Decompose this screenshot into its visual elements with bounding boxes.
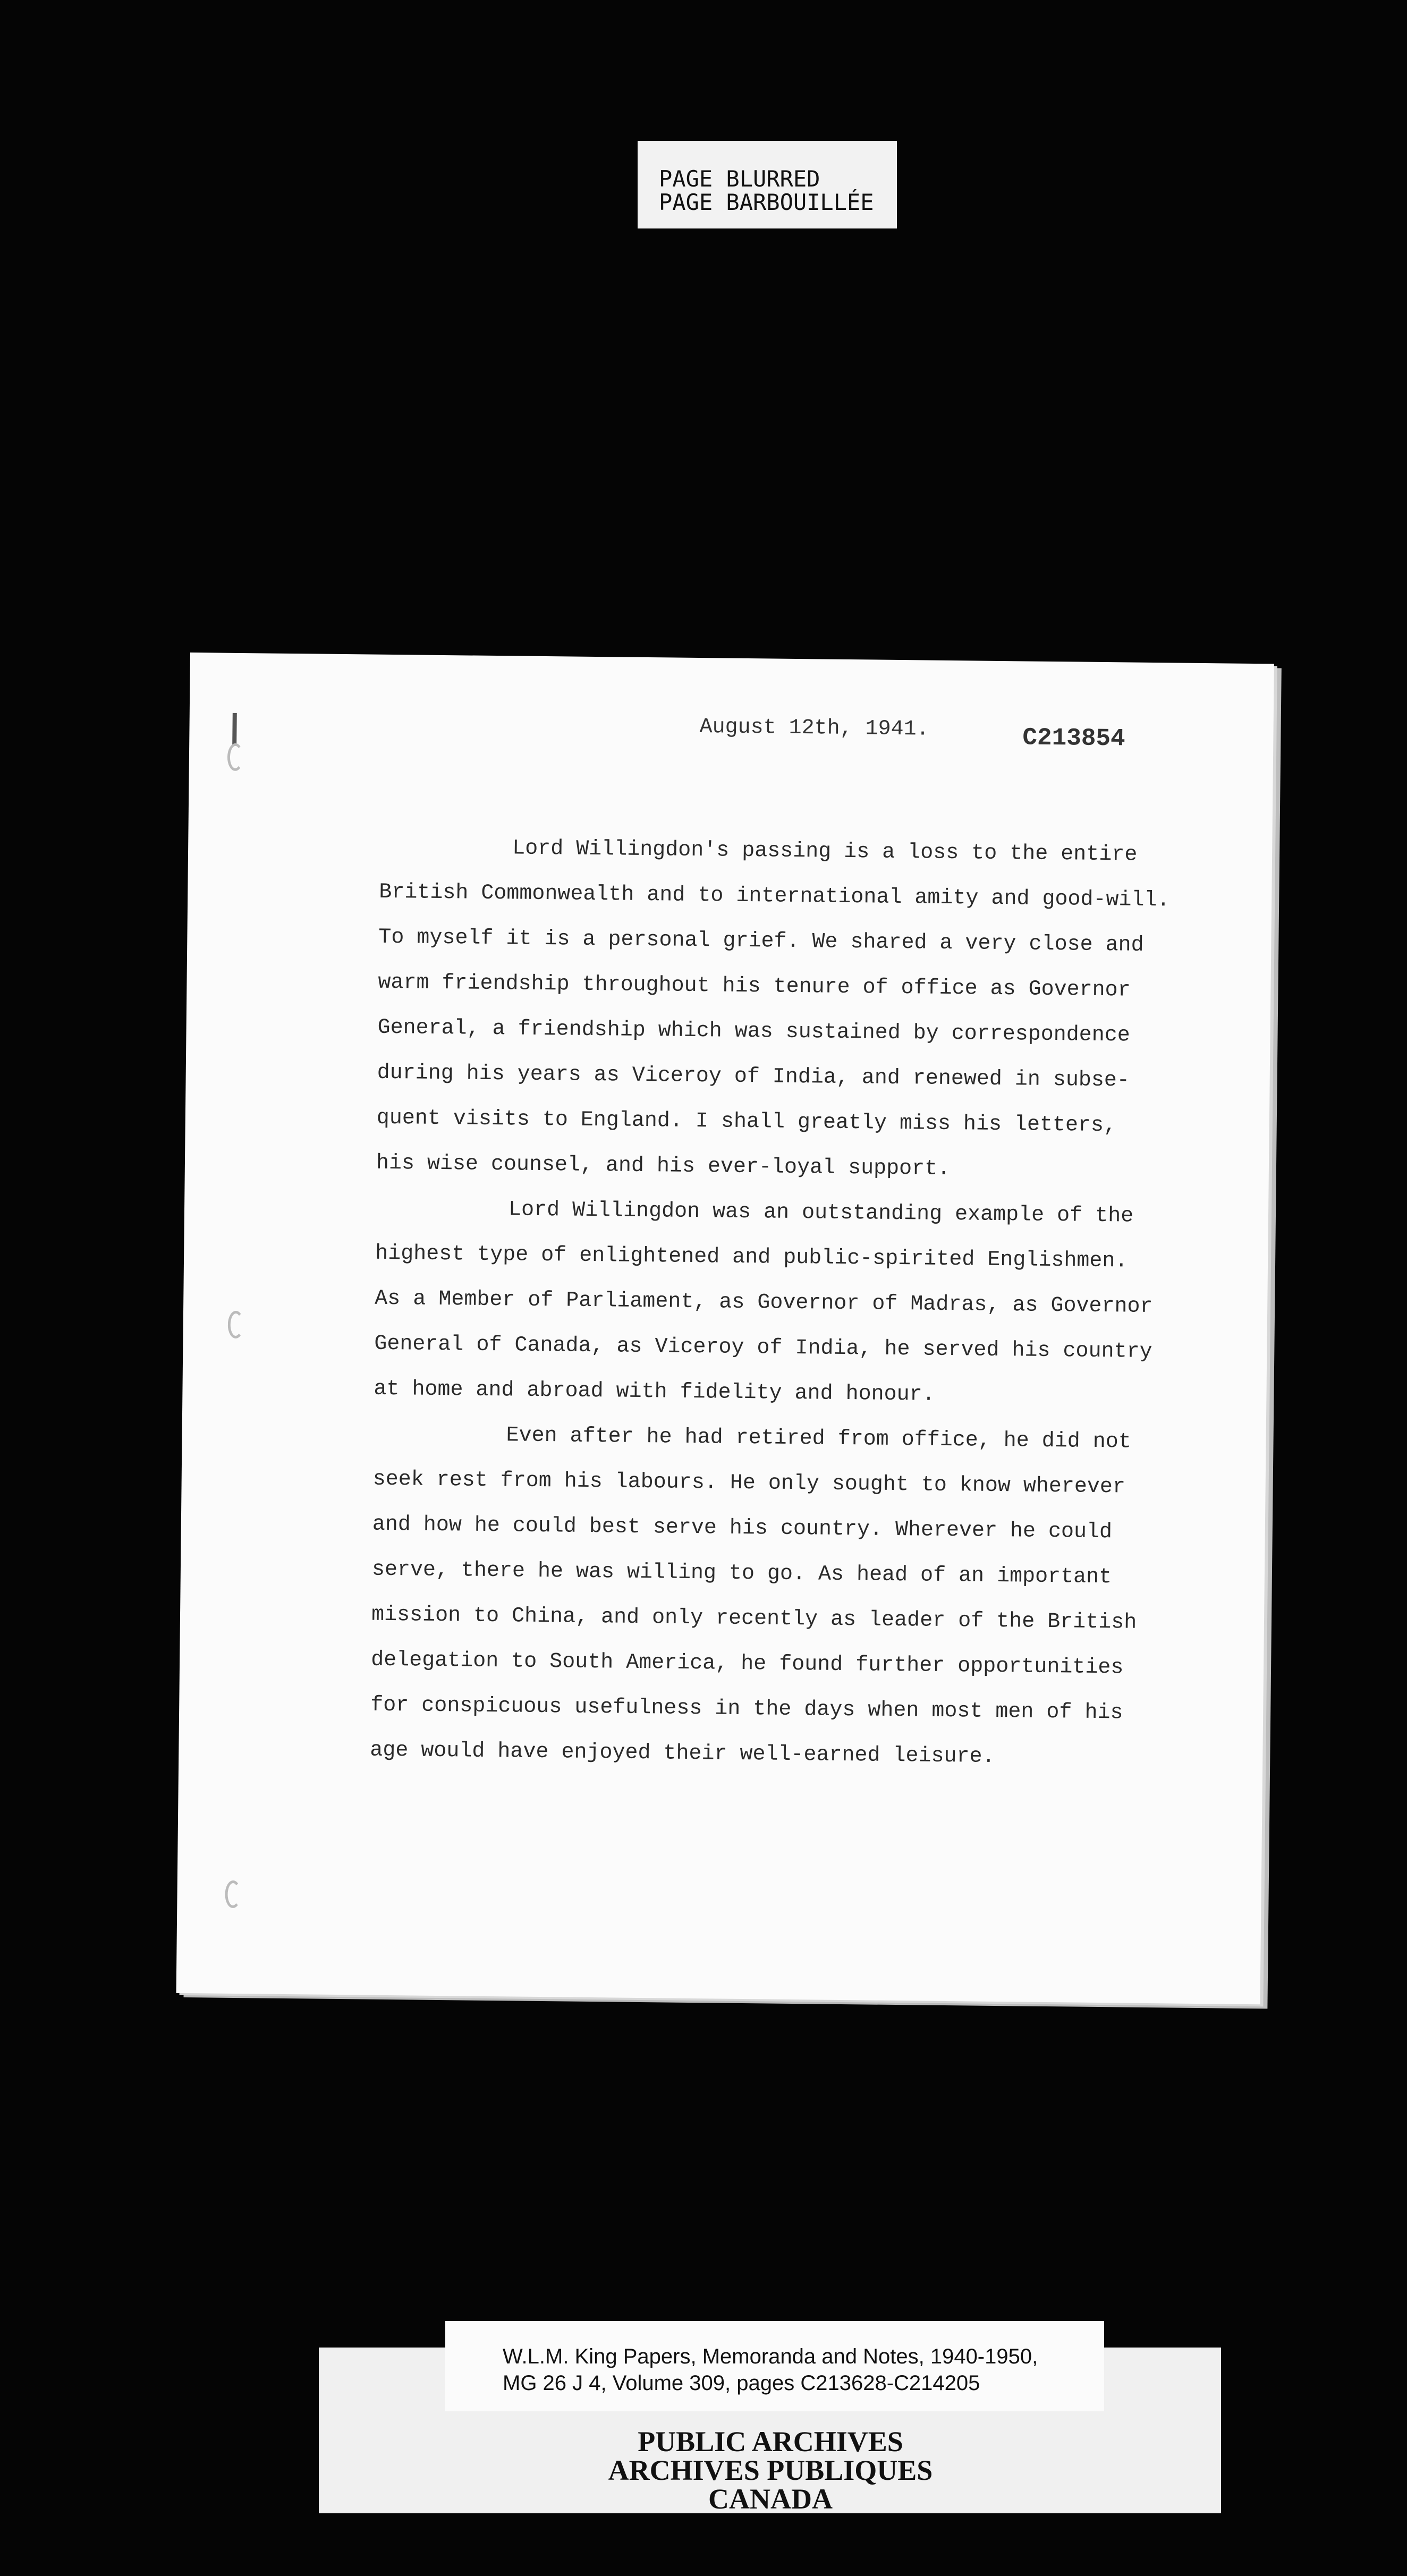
text-line: British Commonwealth and to international amity and good-will.	[379, 880, 1170, 913]
paragraph	[370, 1412, 1250, 1782]
text-line: General of Canada, as Viceroy of India, he served his country	[374, 1332, 1152, 1365]
text-line: age would have enjoyed their well-earned leisure.	[370, 1738, 995, 1769]
document-number: C213854	[1022, 724, 1125, 753]
paper-clip-mark	[232, 713, 237, 745]
letter-body	[370, 825, 1257, 1782]
reference-label	[445, 2321, 1104, 2411]
punch-hole-icon	[225, 1880, 241, 1908]
stamp-line: ARCHIVES PUBLIQUES	[608, 2454, 933, 2486]
page-blurred-english: PAGE BLURRED	[659, 166, 820, 192]
reference-line: MG 26 J 4, Volume 309, pages C213628-C214205	[503, 2371, 980, 2395]
page-blurred-label	[638, 141, 897, 228]
reference-line: W.L.M. King Papers, Memoranda and Notes, 1940-1950,	[503, 2345, 1038, 2368]
text-line: serve, there he was willing to go. As head of an important	[371, 1557, 1112, 1590]
text-line: General, a friendship which was sustained by correspondence	[377, 1015, 1131, 1048]
stamp-line: PUBLIC ARCHIVES	[638, 2426, 903, 2458]
letter-date: August 12th, 1941.	[699, 715, 929, 742]
text-line: Lord Willingdon was an outstanding example of the	[508, 1198, 1134, 1228]
text-line: Even after he had retired from office, he did not	[506, 1423, 1131, 1454]
text-line: As a Member of Parliament, as Governor of Madras, as Governor	[375, 1286, 1153, 1319]
text-line: highest type of enlightened and public-spirited Englishmen.	[375, 1241, 1128, 1274]
text-line: warm friendship throughout his tenure of office as Governor	[378, 970, 1131, 1003]
punch-hole-icon	[227, 743, 244, 771]
public-archives-stamp	[531, 2427, 1010, 2513]
text-line: his wise counsel, and his ever-loyal support.	[376, 1151, 951, 1182]
page-blurred-french: PAGE BARBOUILLÉE	[659, 189, 874, 215]
text-line: Lord Willingdon's passing is a loss to the entire	[512, 836, 1138, 867]
text-line: and how he could best serve his country. Wherever he could	[372, 1512, 1113, 1545]
text-line: seek rest from his labours. He only sought to know wherever	[372, 1467, 1126, 1499]
stamp-line: CANADA	[708, 2483, 833, 2515]
letter-page	[176, 653, 1274, 2004]
paragraph	[374, 1186, 1252, 1421]
paragraph	[376, 825, 1257, 1195]
text-line: To myself it is a personal grief. We shared a very close and	[378, 925, 1144, 957]
text-line: quent visits to England. I shall greatly miss his letters,	[376, 1106, 1117, 1138]
text-line: at home and abroad with fidelity and honour.	[374, 1377, 935, 1407]
text-line: for conspicuous usefulness in the days when most men of his	[370, 1693, 1123, 1725]
punch-hole-icon	[227, 1311, 244, 1338]
text-line: mission to China, and only recently as leader of the British	[371, 1603, 1137, 1635]
text-line: delegation to South America, he found further opportunities	[370, 1648, 1124, 1680]
text-line: during his years as Viceroy of India, and renewed in subse-	[377, 1061, 1130, 1093]
